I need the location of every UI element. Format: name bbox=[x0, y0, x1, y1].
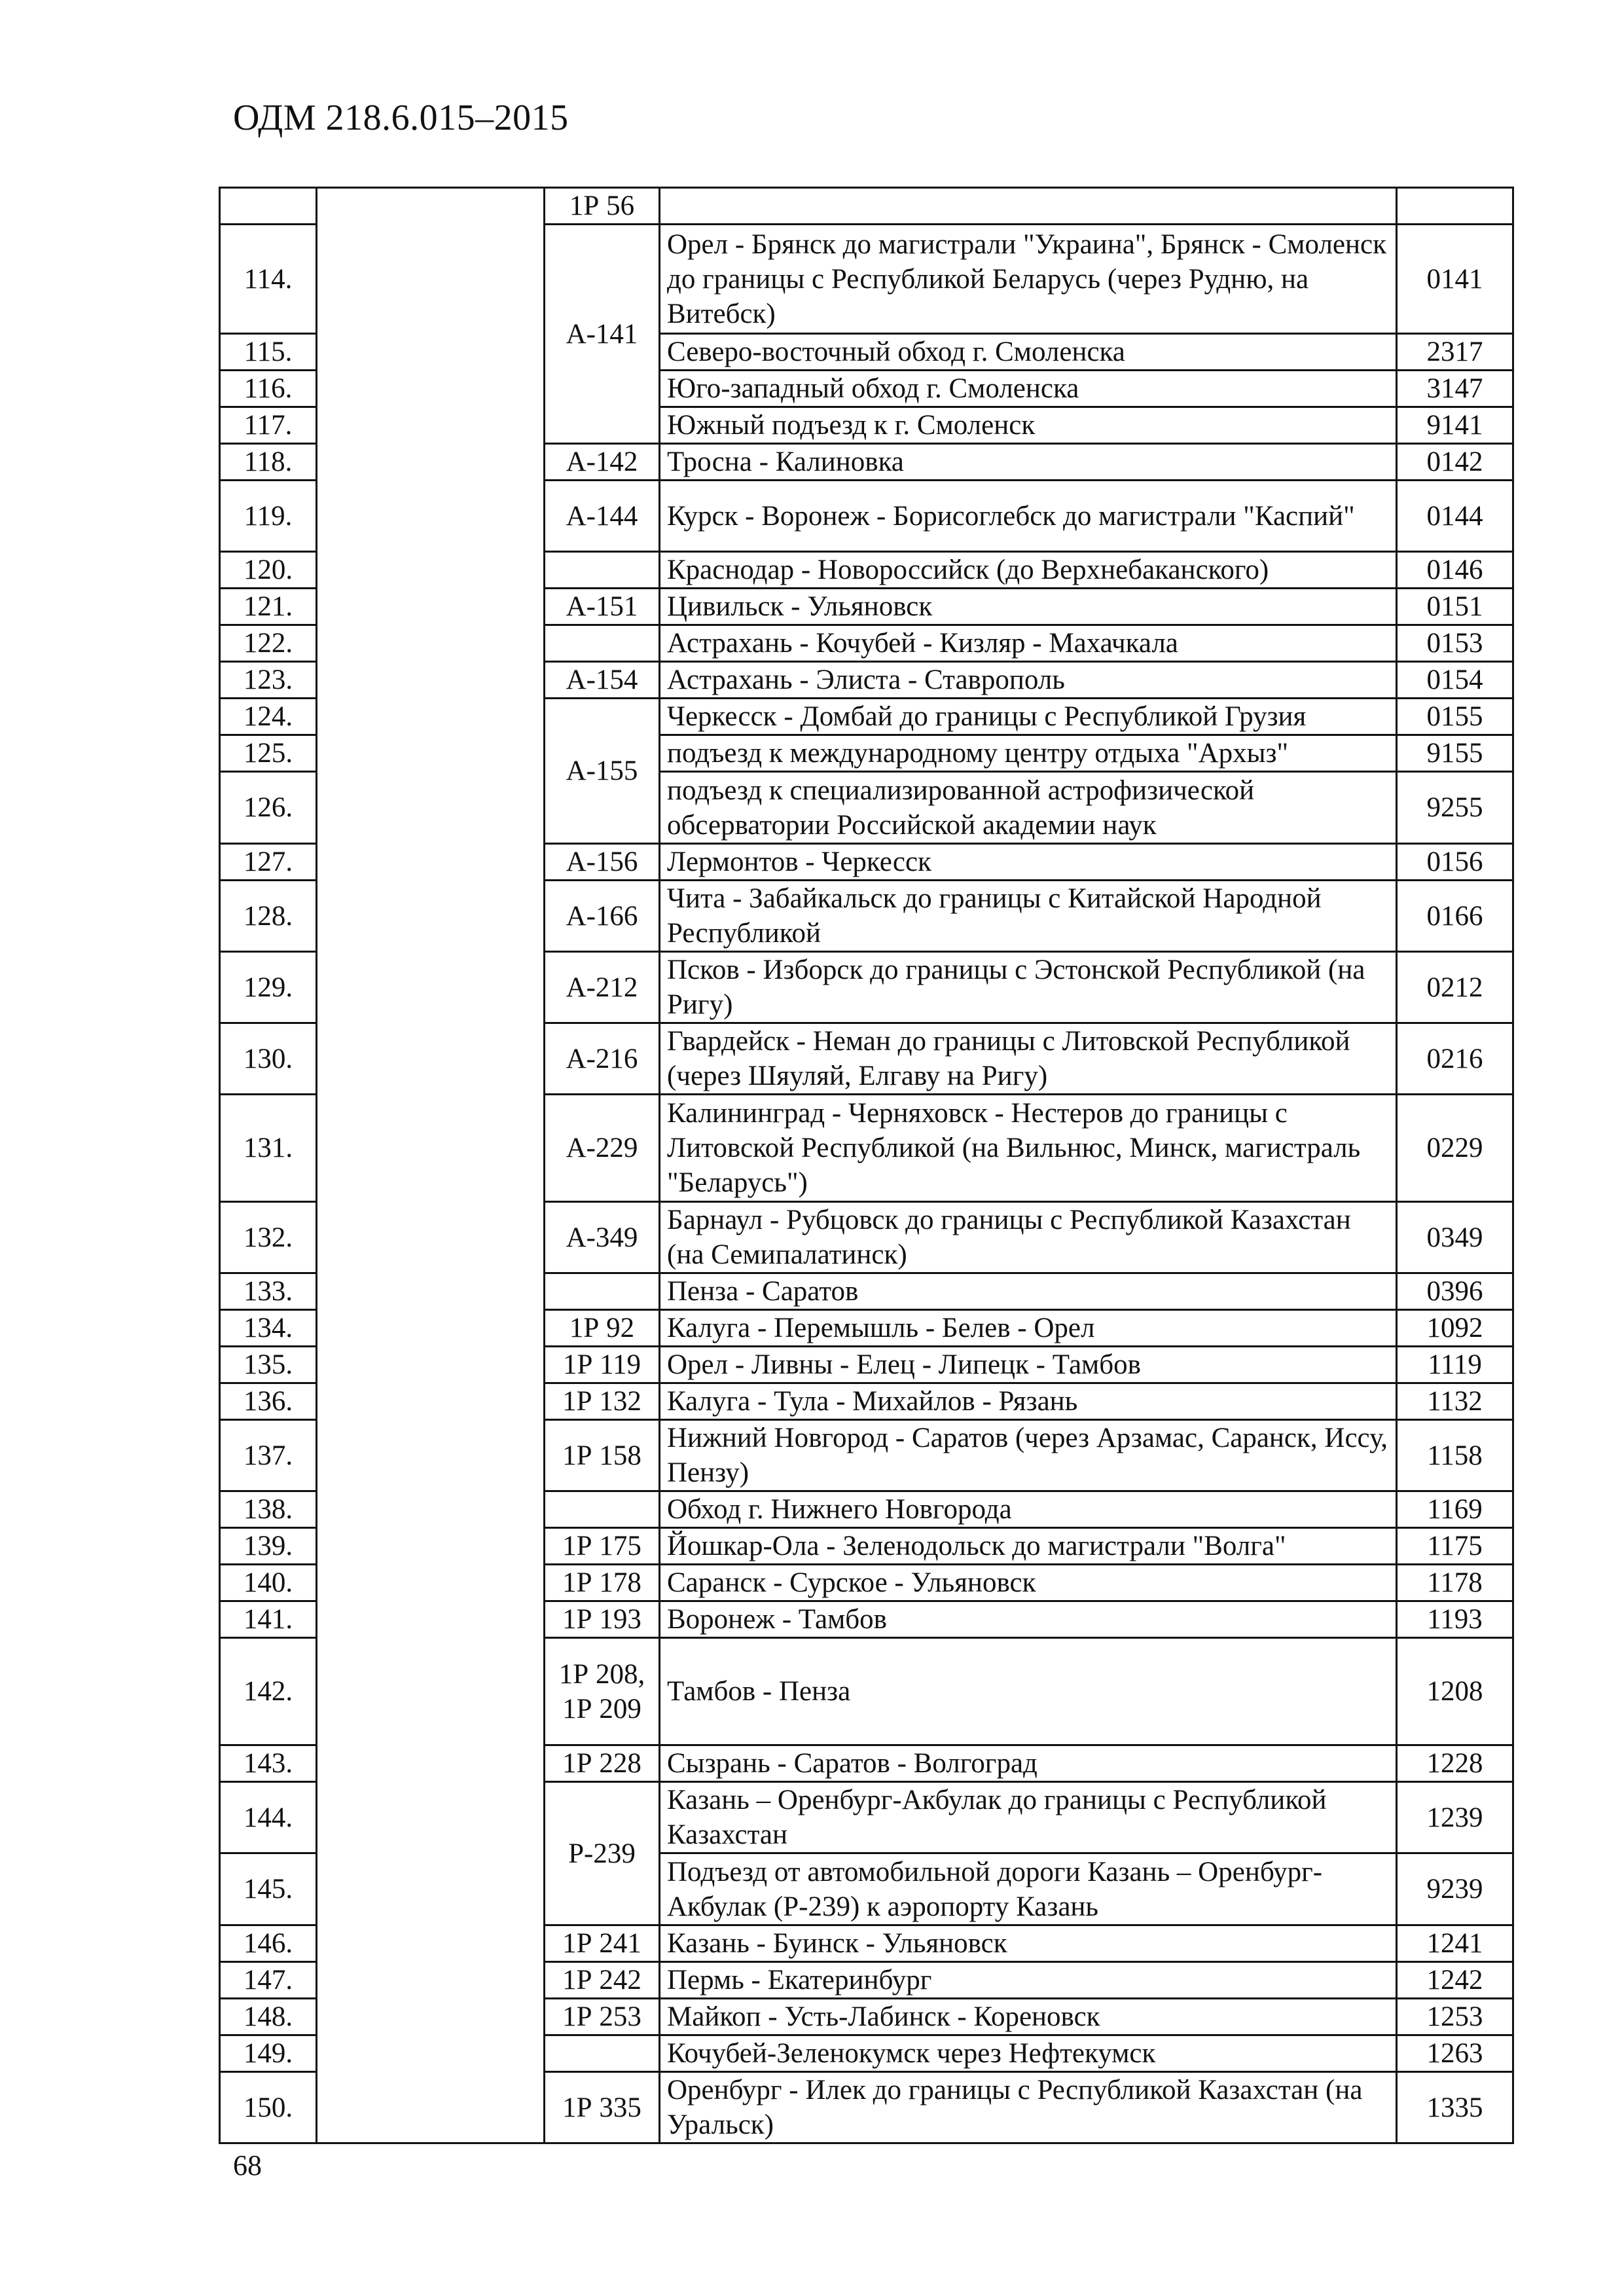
row-number-cell: 138. bbox=[220, 1491, 317, 1528]
row-number-cell: 122. bbox=[220, 625, 317, 662]
roads-table bbox=[219, 187, 1514, 2144]
road-id-cell: 9155 bbox=[1397, 735, 1513, 772]
road-name-cell: Лермонтов - Черкесск bbox=[660, 844, 1397, 881]
road-name-cell: Воронеж - Тамбов bbox=[660, 1601, 1397, 1638]
row-number-cell: 119. bbox=[220, 481, 317, 552]
road-code-cell: 1Р 253 bbox=[545, 1999, 660, 2035]
road-name-cell: Подъезд от автомобильной дороги Казань – Оренбург-Акбулак (Р-239) к аэропорту Казань bbox=[660, 1853, 1397, 1925]
road-name-cell: Астрахань - Элиста - Ставрополь bbox=[660, 662, 1397, 699]
road-name-cell: Пермь - Екатеринбург bbox=[660, 1962, 1397, 1999]
road-id-cell: 0141 bbox=[1397, 225, 1513, 334]
road-code-cell bbox=[545, 552, 660, 589]
road-code-cell: 1Р 56 bbox=[545, 188, 660, 225]
road-id-cell: 0349 bbox=[1397, 1202, 1513, 1273]
row-number-cell: 123. bbox=[220, 662, 317, 699]
row-number-cell: 131. bbox=[220, 1095, 317, 1202]
road-id-cell: 9255 bbox=[1397, 772, 1513, 844]
road-code-cell: А-142 bbox=[545, 444, 660, 481]
road-code-cell: А-156 bbox=[545, 844, 660, 881]
road-code-cell: 1Р 242 bbox=[545, 1962, 660, 1999]
row-number-cell: 140. bbox=[220, 1565, 317, 1601]
row-number-cell: 134. bbox=[220, 1310, 317, 1347]
row-number-cell: 129. bbox=[220, 952, 317, 1023]
road-code-cell: А-155 bbox=[545, 699, 660, 844]
road-name-cell: Орел - Брянск до магистрали "Украина", Брянск - Смоленск до границы с Республикой Беларусь (через Рудню, на Витебск) bbox=[660, 225, 1397, 334]
road-id-cell: 0151 bbox=[1397, 589, 1513, 625]
road-code-cell: 1Р 92 bbox=[545, 1310, 660, 1347]
road-name-cell: подъезд к специализированной астрофизической обсерватории Российской академии наук bbox=[660, 772, 1397, 844]
row-number-cell: 127. bbox=[220, 844, 317, 881]
row-number-cell: 145. bbox=[220, 1853, 317, 1925]
road-code-cell: А-212 bbox=[545, 952, 660, 1023]
road-id-cell: 2317 bbox=[1397, 334, 1513, 371]
road-name-cell: Оренбург - Илек до границы с Республикой Казахстан (на Уральск) bbox=[660, 2072, 1397, 2143]
road-name-cell: Юго-западный обход г. Смоленска bbox=[660, 371, 1397, 407]
road-name-cell: Северо-восточный обход г. Смоленска bbox=[660, 334, 1397, 371]
row-number-cell: 144. bbox=[220, 1782, 317, 1853]
road-name-cell bbox=[660, 188, 1397, 225]
road-id-cell bbox=[1397, 188, 1513, 225]
row-number-cell: 143. bbox=[220, 1745, 317, 1782]
row-number-cell: 125. bbox=[220, 735, 317, 772]
road-id-cell: 1132 bbox=[1397, 1383, 1513, 1420]
road-code-cell: 1Р 193 bbox=[545, 1601, 660, 1638]
row-number-cell: 117. bbox=[220, 407, 317, 444]
road-id-cell: 0155 bbox=[1397, 699, 1513, 735]
road-name-cell: Псков - Изборск до границы с Эстонской Республикой (на Ригу) bbox=[660, 952, 1397, 1023]
road-code-cell: 1Р 228 bbox=[545, 1745, 660, 1782]
row-number-cell: 146. bbox=[220, 1925, 317, 1962]
road-id-cell: 1175 bbox=[1397, 1528, 1513, 1565]
row-number-cell: 149. bbox=[220, 2035, 317, 2072]
row-number-cell: 120. bbox=[220, 552, 317, 589]
road-code-cell bbox=[545, 1491, 660, 1528]
road-id-cell: 1263 bbox=[1397, 2035, 1513, 2072]
road-name-cell: Орел - Ливны - Елец - Липецк - Тамбов bbox=[660, 1347, 1397, 1383]
road-name-cell: Калининград - Черняховск - Нестеров до границы с Литовской Республикой (на Вильнюс, Минск, магистраль "Беларусь") bbox=[660, 1095, 1397, 1202]
document-header: ОДМ 218.6.015–2015 bbox=[233, 98, 569, 138]
row-number-cell: 148. bbox=[220, 1999, 317, 2035]
road-id-cell: 1178 bbox=[1397, 1565, 1513, 1601]
road-name-cell: Йошкар-Ола - Зеленодольск до магистрали "Волга" bbox=[660, 1528, 1397, 1565]
road-code-cell: А-216 bbox=[545, 1023, 660, 1095]
road-id-cell: 0154 bbox=[1397, 662, 1513, 699]
row-number-cell: 150. bbox=[220, 2072, 317, 2143]
road-id-cell: 1193 bbox=[1397, 1601, 1513, 1638]
row-number-cell: 128. bbox=[220, 881, 317, 952]
road-id-cell: 0146 bbox=[1397, 552, 1513, 589]
road-code-cell: А-349 bbox=[545, 1202, 660, 1273]
row-number-cell: 130. bbox=[220, 1023, 317, 1095]
road-code-cell: 1Р 119 bbox=[545, 1347, 660, 1383]
road-name-cell: Калуга - Тула - Михайлов - Рязань bbox=[660, 1383, 1397, 1420]
road-id-cell: 9239 bbox=[1397, 1853, 1513, 1925]
row-number-cell: 139. bbox=[220, 1528, 317, 1565]
road-name-cell: Калуга - Перемышль - Белев - Орел bbox=[660, 1310, 1397, 1347]
row-number-cell: 141. bbox=[220, 1601, 317, 1638]
row-number-cell: 142. bbox=[220, 1638, 317, 1745]
row-number-cell: 136. bbox=[220, 1383, 317, 1420]
row-number-cell: 133. bbox=[220, 1273, 317, 1310]
row-number-cell: 116. bbox=[220, 371, 317, 407]
road-id-cell: 1253 bbox=[1397, 1999, 1513, 2035]
road-id-cell: 0144 bbox=[1397, 481, 1513, 552]
road-name-cell: Цивильск - Ульяновск bbox=[660, 589, 1397, 625]
row-number-cell bbox=[220, 188, 317, 225]
road-name-cell: Пенза - Саратов bbox=[660, 1273, 1397, 1310]
road-id-cell: 9141 bbox=[1397, 407, 1513, 444]
road-name-cell: подъезд к международному центру отдыха "Архыз" bbox=[660, 735, 1397, 772]
road-name-cell: Нижний Новгород - Саратов (через Арзамас, Саранск, Иссу, Пензу) bbox=[660, 1420, 1397, 1491]
road-id-cell: 0153 bbox=[1397, 625, 1513, 662]
page-number: 68 bbox=[233, 2149, 262, 2181]
row-number-cell: 114. bbox=[220, 225, 317, 334]
road-id-cell: 1169 bbox=[1397, 1491, 1513, 1528]
road-code-cell: 1Р 208, 1Р 209 bbox=[545, 1638, 660, 1745]
road-code-cell bbox=[545, 2035, 660, 2072]
road-name-cell: Курск - Воронеж - Борисоглебск до магистрали "Каспий" bbox=[660, 481, 1397, 552]
table-row bbox=[220, 188, 1513, 225]
road-id-cell: 0166 bbox=[1397, 881, 1513, 952]
road-name-cell: Астрахань - Кочубей - Кизляр - Махачкала bbox=[660, 625, 1397, 662]
row-number-cell: 121. bbox=[220, 589, 317, 625]
road-name-cell: Саранск - Сурское - Ульяновск bbox=[660, 1565, 1397, 1601]
row-number-cell: 135. bbox=[220, 1347, 317, 1383]
road-code-cell: 1Р 178 bbox=[545, 1565, 660, 1601]
road-name-cell: Кочубей-Зеленокумск через Нефтекумск bbox=[660, 2035, 1397, 2072]
road-name-cell: Чита - Забайкальск до границы с Китайской Народной Республикой bbox=[660, 881, 1397, 952]
road-name-cell: Обход г. Нижнего Новгорода bbox=[660, 1491, 1397, 1528]
road-name-cell: Тамбов - Пенза bbox=[660, 1638, 1397, 1745]
road-name-cell: Гвардейск - Неман до границы с Литовской Республикой (через Шяуляй, Елгаву на Ригу) bbox=[660, 1023, 1397, 1095]
road-name-cell: Южный подъезд к г. Смоленск bbox=[660, 407, 1397, 444]
road-id-cell: 1335 bbox=[1397, 2072, 1513, 2143]
road-code-cell: А-229 bbox=[545, 1095, 660, 1202]
road-name-cell: Краснодар - Новороссийск (до Верхнебаканского) bbox=[660, 552, 1397, 589]
road-id-cell: 0396 bbox=[1397, 1273, 1513, 1310]
road-name-cell: Казань – Оренбург-Акбулак до границы с Республикой Казахстан bbox=[660, 1782, 1397, 1853]
row-number-cell: 132. bbox=[220, 1202, 317, 1273]
road-id-cell: 1158 bbox=[1397, 1420, 1513, 1491]
row-number-cell: 137. bbox=[220, 1420, 317, 1491]
road-id-cell: 0216 bbox=[1397, 1023, 1513, 1095]
road-id-cell: 1242 bbox=[1397, 1962, 1513, 1999]
road-code-cell: Р-239 bbox=[545, 1782, 660, 1925]
road-code-cell: А-154 bbox=[545, 662, 660, 699]
road-id-cell: 1228 bbox=[1397, 1745, 1513, 1782]
road-code-cell bbox=[545, 1273, 660, 1310]
road-code-cell: 1Р 175 bbox=[545, 1528, 660, 1565]
road-code-cell: А-144 bbox=[545, 481, 660, 552]
table-body bbox=[220, 188, 1513, 2143]
road-code-cell: 1Р 335 bbox=[545, 2072, 660, 2143]
road-name-cell: Барнаул - Рубцовск до границы с Республикой Казахстан (на Семипалатинск) bbox=[660, 1202, 1397, 1273]
road-id-cell: 1208 bbox=[1397, 1638, 1513, 1745]
road-name-cell: Тросна - Калиновка bbox=[660, 444, 1397, 481]
road-id-cell: 1092 bbox=[1397, 1310, 1513, 1347]
road-code-cell: А-141 bbox=[545, 225, 660, 444]
road-name-cell: Черкесск - Домбай до границы с Республикой Грузия bbox=[660, 699, 1397, 735]
region-cell bbox=[317, 188, 545, 2143]
row-number-cell: 115. bbox=[220, 334, 317, 371]
road-id-cell: 3147 bbox=[1397, 371, 1513, 407]
road-name-cell: Сызрань - Саратов - Волгоград bbox=[660, 1745, 1397, 1782]
road-id-cell: 0156 bbox=[1397, 844, 1513, 881]
road-code-cell: 1Р 241 bbox=[545, 1925, 660, 1962]
road-code-cell: А-166 bbox=[545, 881, 660, 952]
road-code-cell: А-151 bbox=[545, 589, 660, 625]
road-id-cell: 1241 bbox=[1397, 1925, 1513, 1962]
row-number-cell: 118. bbox=[220, 444, 317, 481]
row-number-cell: 126. bbox=[220, 772, 317, 844]
road-id-cell: 1119 bbox=[1397, 1347, 1513, 1383]
road-code-cell: 1Р 158 bbox=[545, 1420, 660, 1491]
road-id-cell: 0229 bbox=[1397, 1095, 1513, 1202]
road-name-cell: Казань - Буинск - Ульяновск bbox=[660, 1925, 1397, 1962]
road-code-cell: 1Р 132 bbox=[545, 1383, 660, 1420]
road-id-cell: 0212 bbox=[1397, 952, 1513, 1023]
row-number-cell: 147. bbox=[220, 1962, 317, 1999]
road-id-cell: 0142 bbox=[1397, 444, 1513, 481]
road-name-cell: Майкоп - Усть-Лабинск - Кореновск bbox=[660, 1999, 1397, 2035]
road-code-cell bbox=[545, 625, 660, 662]
road-id-cell: 1239 bbox=[1397, 1782, 1513, 1853]
row-number-cell: 124. bbox=[220, 699, 317, 735]
